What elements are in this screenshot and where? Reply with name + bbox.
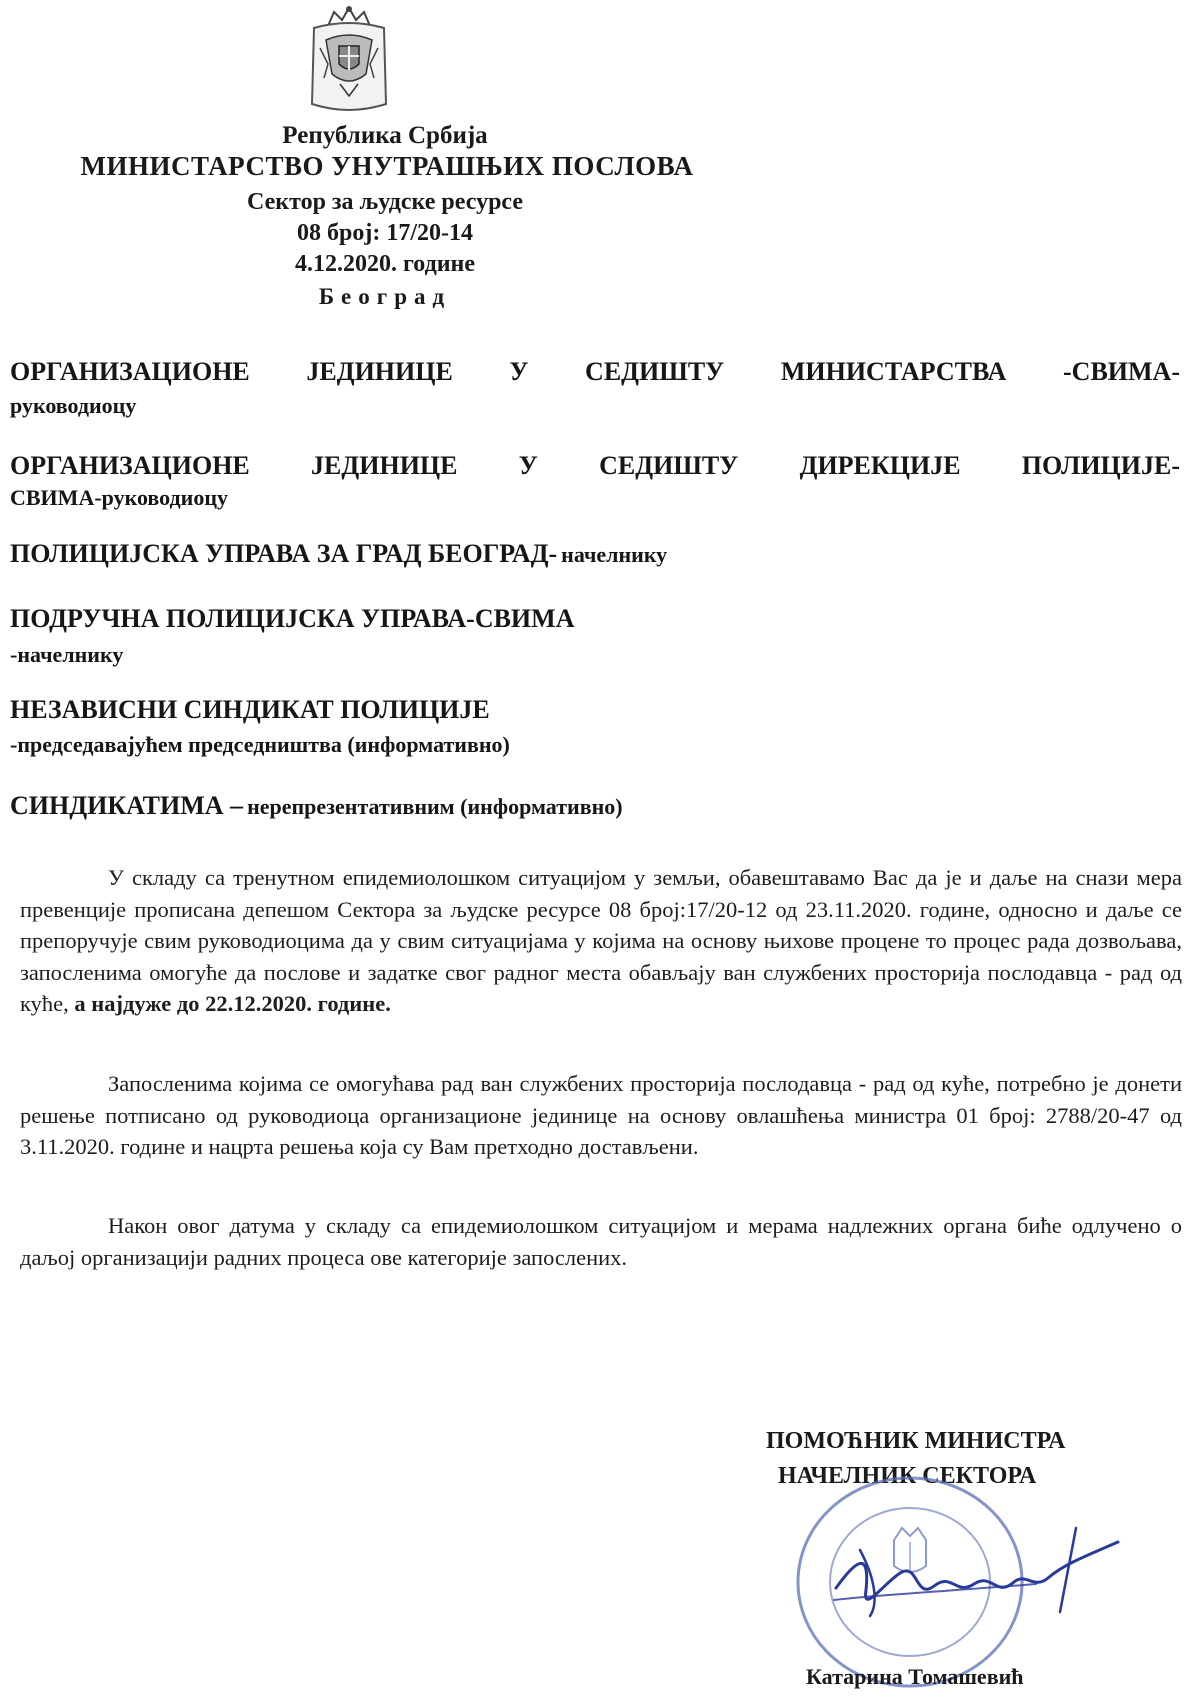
recipient-1-sub: руководиоцу [10, 393, 137, 418]
recipient-6 [10, 790, 1180, 822]
body-paragraph-1 [20, 862, 1182, 1020]
body-paragraph-3: Након овог датума у складу са епидемиолошком ситуацијом и мерама надлежних органа биће одлучено о даљој организацији радних процеса ове категорије запослених. [20, 1213, 1182, 1270]
recipient-4-main: ПОДРУЧНА ПОЛИЦИЈСКА УПРАВА-СВИМА [10, 604, 575, 633]
document-city: Београд [318, 284, 452, 309]
recipient-5-sub: -председавајућем председништва (информативно) [10, 732, 510, 757]
recipient-3-sub: начелнику [561, 542, 668, 567]
sector-name: Сектор за људске ресурсе [246, 189, 524, 215]
signatory-title-2: НАЧЕЛНИК СЕКТОРА [778, 1463, 1037, 1489]
recipient-4-sub: -начелнику [10, 642, 124, 667]
recipient-2-main: ОРГАНИЗАЦИОНЕ ЈЕДИНИЦЕ У СЕДИШТУ ДИРЕКЦИЈЕ ПОЛИЦИЈЕ- [10, 451, 1180, 480]
handwritten-signature-icon [826, 1520, 1126, 1630]
ministry-name: МИНИСТАРСТВО УНУТРАШЊИХ ПОСЛОВА [80, 151, 694, 181]
recipient-1-main: ОРГАНИЗАЦИОНЕ ЈЕДИНИЦЕ У СЕДИШТУ МИНИСТАРСТВА -СВИМА- [10, 357, 1180, 386]
body-paragraph-1-deadline: а најдуже до 22.12.2020. године. [74, 991, 391, 1016]
document-number: 08 број: 17/20-14 [297, 220, 473, 246]
body-paragraph-2: Запосленима којима се омогућава рад ван службених просторија послодавца - рад од куће, потребно је донети решење потписано од руководиоца организационе јединице на основу овлашћења министра 01 број: 2788/20-47 од 3.11.2020. године и нацрта решења која су Вам претходно достављени. [20, 1071, 1182, 1159]
republic-name: Република Србија [282, 122, 488, 149]
recipient-6-sub: нерепрезентативним (информативно) [247, 794, 623, 819]
recipient-2-sub: СВИМА-руководиоцу [10, 485, 229, 510]
signatory-title-1: ПОМОЋНИК МИНИСТРА [766, 1428, 1066, 1454]
body-paragraph-1-text: У складу са тренутном епидемиолошком ситуацијом у земљи, обавештавамо Вас да је и даље на снази мера превенције прописана депешом Сектора за људске ресурсе 08 број:17/20-12 од 23.11.2020. године, односно и даље се препоручује свим руководиоцима да у свим ситуацијама у којима на основу њихове процене то процес рада дозвољава, запосленима омогуће да послове и задатке свог радног места обављају ван службених просторија послодавца - рад од куће, [20, 865, 1182, 1016]
coat-of-arms-icon [306, 4, 392, 116]
recipient-3 [10, 538, 1180, 570]
recipient-6-main: СИНДИКАТИМА – [10, 791, 244, 820]
document-date: 4.12.2020. године [294, 251, 476, 277]
signatory-name: Катарина Томашевић [806, 1664, 1024, 1689]
recipient-5-main: НЕЗАВИСНИ СИНДИКАТ ПОЛИЦИЈЕ [10, 695, 490, 724]
recipient-3-main: ПОЛИЦИЈСКА УПРАВА ЗА ГРАД БЕОГРАД- [10, 539, 558, 568]
